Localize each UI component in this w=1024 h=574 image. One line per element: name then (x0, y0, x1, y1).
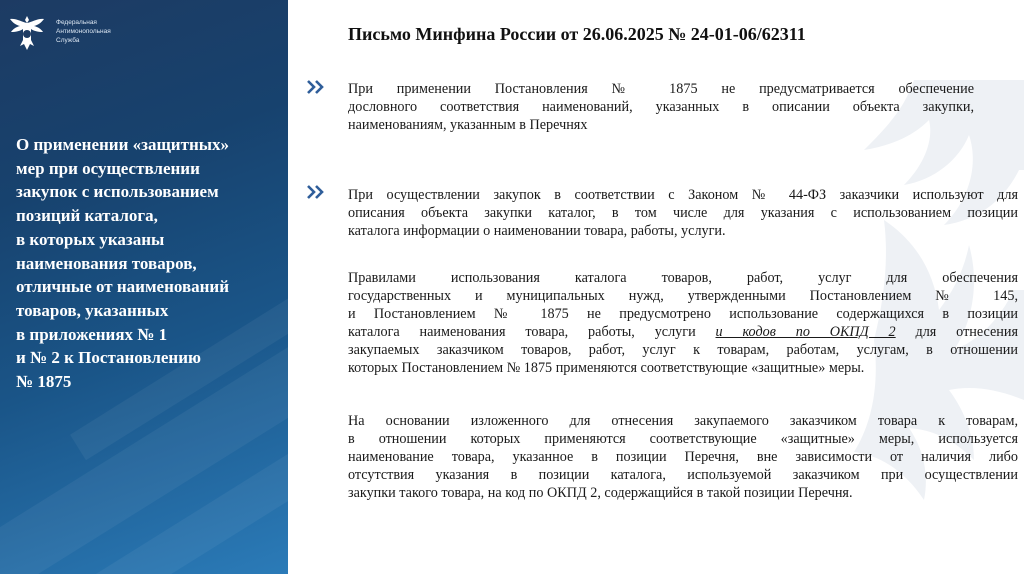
text-fragment: для отнесения (895, 324, 1019, 340)
sidebar-title-line: в которых указаны (16, 229, 165, 249)
paragraph-1 (348, 80, 974, 134)
text-line: государственных и муниципальных нужд, утвержденными Постановлением № 145, (348, 288, 1018, 304)
sidebar-title-line: и № 2 к Постановлению (16, 348, 201, 368)
double-chevron-right-icon (307, 80, 329, 94)
org-line: Антимонопольная (56, 28, 111, 35)
text-line: каталога информации о наименовании товара, работы, услуги. (348, 223, 726, 239)
text-line: На основании изложенного для отнесения закупаемого заказчиком товара к товарам, (348, 413, 1018, 429)
text-line: Правилами использования каталога товаров, работ, услуг для обеспечения (348, 270, 1018, 286)
paragraph-4 (348, 412, 1018, 502)
sidebar-title-line: отличные от наименований (16, 277, 230, 297)
org-line: Федеральная (56, 19, 97, 26)
paragraph-2 (348, 186, 1018, 240)
text-line: отсутствия указания в позиции каталога, используемой заказчиком при осуществлении (348, 467, 1018, 483)
text-line: в отношении которых применяются соответствующие «защитные» меры, используется (348, 431, 1018, 447)
paragraph-3 (348, 269, 1018, 377)
page-title: Письмо Минфина России от 26.06.2025 № 24-01-06/62311 (348, 24, 806, 44)
text-line: наименование товара, указанное в позиции Перечня, вне зависимости от наличия либо (348, 449, 1018, 465)
sidebar-title (16, 133, 278, 394)
text-fragment: каталога наименования товара, работы, услуги (348, 324, 716, 340)
text-line: При применении Постановления № 1875 не предусматривается обеспечение (348, 81, 974, 97)
org-line: Служба (56, 37, 80, 44)
sidebar-title-line: позиций каталога, (16, 206, 158, 226)
sidebar-title-line: в приложениях № 1 (16, 324, 168, 344)
sidebar-title-line: О применении «защитных» (16, 135, 230, 154)
text-line: закупки такого товара, на код по ОКПД 2, содержащийся в такой позиции Перечня. (348, 485, 853, 501)
sidebar-title-line: наименования товаров, (16, 253, 197, 273)
double-chevron-right-icon (307, 185, 329, 199)
sidebar-title-line: закупок с использованием (16, 182, 219, 202)
sidebar-title-line: товаров, указанных (16, 300, 169, 320)
text-line: При осуществлении закупок в соответствии с Законом № 44-ФЗ заказчики используют для (348, 187, 1018, 203)
sidebar-title-line: № 1875 (16, 372, 72, 392)
sidebar-title-line: мер при осуществлении (16, 158, 200, 178)
okpd-codes-link[interactable]: и кодов по ОКПД 2 (715, 324, 896, 340)
text-line: которых Постановлением № 1875 применяются соответствующие «защитные» меры. (348, 360, 865, 376)
text-line: наименованиям, указанным в Перечнях (348, 117, 588, 133)
text-line: закупаемых заказчиком товаров, работ, услуг к товарам, работам, услугам, в отношении (348, 342, 1018, 358)
sidebar (0, 0, 288, 574)
text-line: описания объекта закупки каталог, в том числе для указания с использованием позиции (348, 205, 1018, 221)
text-line (348, 323, 1018, 341)
organization-name (56, 18, 146, 45)
text-line: и Постановлением № 1875 не предусмотрено использование содержащихся в позиции (348, 306, 1018, 322)
text-line: дословного соответствия наименований, указанных в описании объекта закупки, (348, 99, 974, 115)
fas-eagle-logo-icon (4, 10, 50, 56)
